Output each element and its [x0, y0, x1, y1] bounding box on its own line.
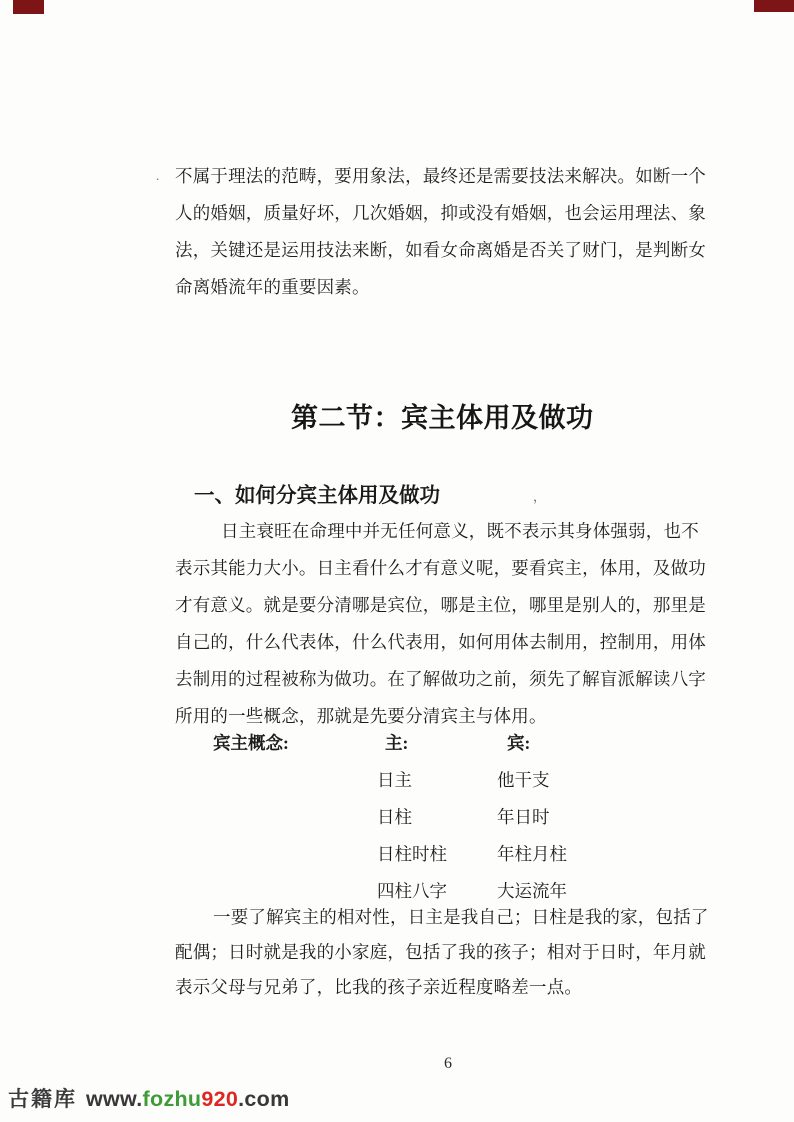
- table-row: [0, 799, 794, 836]
- paragraph-line: 人的婚姻，质量好坏，几次婚姻，抑或没有婚姻，也会运用理法、象: [175, 203, 706, 223]
- scan-speckle: .: [156, 168, 160, 183]
- scan-binding-mark-left: [13, 0, 44, 14]
- zhu-cell: 日柱时柱: [377, 844, 447, 864]
- zhu-cell: 四柱八字: [377, 881, 447, 901]
- guest-host-concept-table: [0, 725, 794, 910]
- paragraph-line: 日主衰旺在命理中并无任何意义，既不表示其身体强弱，也不: [221, 521, 699, 541]
- closing-paragraph: [175, 900, 709, 1005]
- watermark-site-name: 古籍库: [8, 1088, 77, 1111]
- column-header-zhu: 主:: [385, 733, 409, 753]
- watermark-url-www: www.: [86, 1087, 143, 1111]
- watermark-url-920: 920: [201, 1087, 239, 1111]
- section-heading: 第二节：宾主体用及做功: [291, 403, 594, 433]
- subsection-heading: 一、如何分宾主体用及做功: [194, 485, 440, 507]
- bin-cell: 大运流年: [497, 881, 567, 901]
- bin-cell: 年柱月柱: [497, 844, 567, 864]
- table-label: 宾主概念:: [213, 733, 289, 753]
- watermark: [8, 1083, 290, 1113]
- paragraph-line: 去制用的过程被称为做功。在了解做功之前，须先了解盲派解读八字: [175, 669, 706, 689]
- scan-speckle: ，: [533, 489, 547, 504]
- watermark-url-fozhu: fozhu: [142, 1087, 202, 1111]
- intro-paragraph: [175, 158, 706, 306]
- column-header-bin: 宾:: [507, 733, 531, 753]
- paragraph-line: 不属于理法的范畴，要用象法，最终还是需要技法来解决。如断一个: [175, 166, 706, 186]
- paragraph-line: 法，关键还是运用技法来断，如看女命离婚是否关了财门，是判断女: [175, 240, 706, 260]
- watermark-url-tld: .com: [238, 1087, 290, 1111]
- paragraph-line: 表示其能力大小。日主看什么才有意义呢，要看宾主，体用，及做功: [175, 558, 706, 578]
- paragraph-line: 所用的一些概念，那就是先要分清宾主与体用。: [175, 706, 547, 726]
- paragraph-line: 一要了解宾主的相对性，日主是我自己；日柱是我的家，包括了: [213, 907, 709, 927]
- paragraph-line: 表示父母与兄弟了，比我的孩子亲近程度略差一点。: [175, 977, 583, 997]
- bin-cell: 年日时: [497, 807, 550, 827]
- zhu-cell: 日主: [377, 770, 412, 790]
- paragraph-line: 配偶；日时就是我的小家庭，包括了我的孩子；相对于日时，年月就: [175, 942, 706, 962]
- paragraph-line: 命离婚流年的重要因素。: [175, 277, 370, 297]
- paragraph-line: 自己的，什么代表体，什么代表用，如何用体去制用，控制用，用体: [175, 632, 706, 652]
- zhu-cell: 日柱: [377, 807, 412, 827]
- scan-binding-mark-right: [754, 0, 794, 12]
- table-row: [0, 762, 794, 799]
- table-header-row: [0, 725, 794, 762]
- body-paragraph: [175, 513, 706, 735]
- page-number: 6: [444, 1055, 452, 1072]
- table-row: [0, 836, 794, 873]
- paragraph-line: 才有意义。就是要分清哪是宾位，哪是主位，哪里是别人的，那里是: [175, 595, 706, 615]
- bin-cell: 他干支: [497, 770, 550, 790]
